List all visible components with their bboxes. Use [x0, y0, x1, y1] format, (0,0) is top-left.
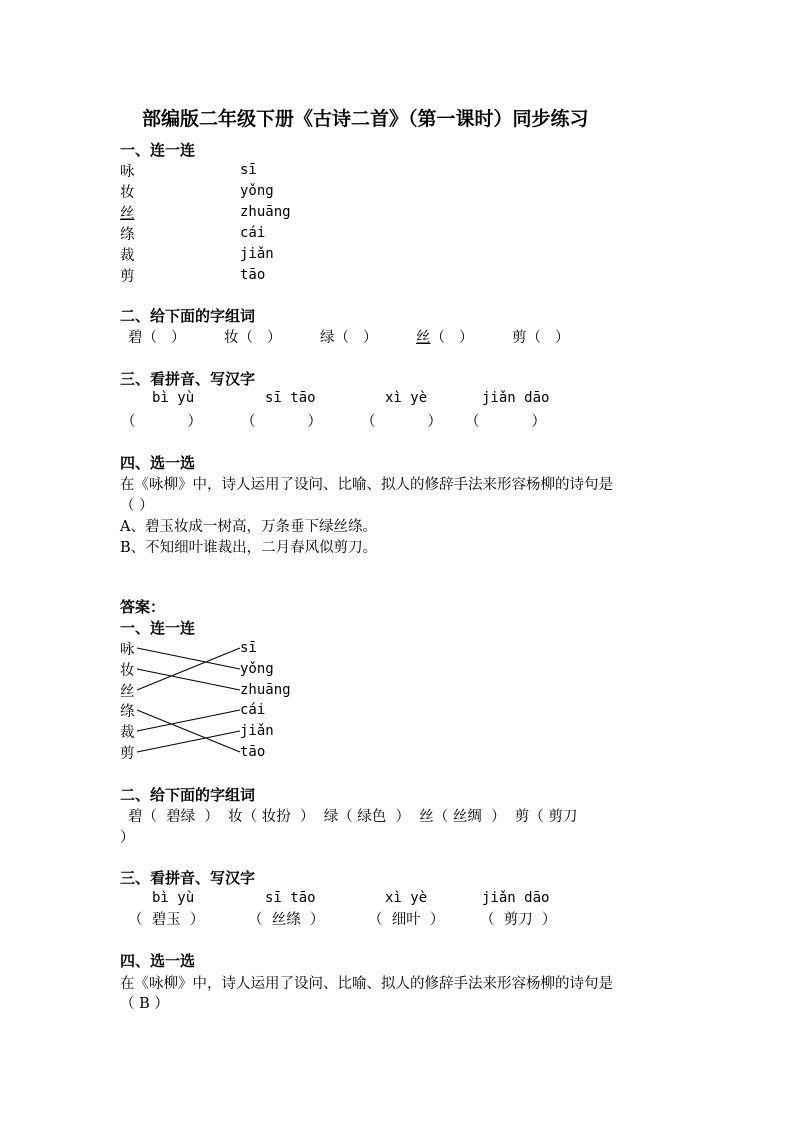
answer-write-pinyin: jiǎn dāo [482, 890, 550, 906]
word-item: 碧（ ） [128, 330, 186, 346]
word-item: 绿（ ） [320, 330, 378, 346]
write-blank: （ ） [465, 414, 546, 430]
answer-match-char: 丝 [120, 684, 135, 700]
answer-write-word: （ 细叶 ） [368, 912, 445, 928]
section-heading-words: 二、给下面的字组词 [120, 307, 256, 325]
match-char: 咏 [120, 164, 135, 180]
answer-write-pinyin: bì yù [152, 890, 195, 906]
option-a: A、碧玉妆成一树高，万条垂下绿丝绦。 [120, 519, 377, 535]
section-heading-match: 一、连一连 [120, 141, 196, 159]
choose-bracket: （ ） [120, 498, 154, 514]
match-line [137, 669, 240, 690]
match-char: 绦 [120, 227, 135, 243]
section-heading-choose: 四、选一选 [120, 454, 196, 472]
match-line [137, 710, 240, 731]
match-pinyin: tāo [240, 267, 266, 283]
answer-match-char: 咏 [120, 642, 135, 658]
answer-heading-match: 一、连一连 [120, 619, 196, 637]
answer-match-char: 剪 [120, 746, 135, 762]
match-line [137, 648, 240, 669]
answer-heading-choose: 四、选一选 [120, 952, 196, 970]
answer-match-pinyin: sī [240, 640, 257, 656]
answer-match-char: 绦 [120, 704, 135, 720]
match-pinyin: jiǎn [240, 246, 274, 262]
word-item: 剪（ ） [512, 330, 570, 346]
answer-choose-bracket: （ B ） [120, 996, 169, 1012]
match-pinyin: cái [240, 225, 266, 241]
answer-heading-words: 二、给下面的字组词 [120, 786, 256, 804]
write-blank: （ ） [361, 414, 442, 430]
write-pinyin: xì yè [385, 390, 428, 406]
answer-words-line: 碧（ 碧绿 ） 妆（ 妆扮 ） 绿（ 绿色 ） 丝（ 丝绸 ） 剪（ 剪刀 [128, 809, 578, 825]
answer-match-pinyin: jiǎn [240, 723, 274, 739]
match-line [137, 648, 240, 690]
answer-write-word: （ 丝绦 ） [248, 912, 325, 928]
answer-label: 答案： [120, 598, 166, 616]
match-char: 剪 [120, 269, 135, 285]
answer-match-char: 裁 [120, 725, 135, 741]
answer-write-pinyin: xì yè [385, 890, 428, 906]
answer-heading-write: 三、看拼音、写汉字 [120, 869, 256, 887]
answer-words-line: ） [120, 830, 135, 846]
choose-question: 在《咏柳》中，诗人运用了设问、比喻、拟人的修辞手法来形容杨柳的诗句是 [120, 477, 613, 493]
match-char: 妆 [120, 185, 135, 201]
match-char: 丝 [120, 206, 135, 222]
match-pinyin: yǒng [240, 183, 274, 199]
answer-match-pinyin: zhuāng [240, 682, 291, 698]
answer-choose-question: 在《咏柳》中，诗人运用了设问、比喻、拟人的修辞手法来形容杨柳的诗句是 [120, 976, 613, 992]
write-pinyin: bì yù [152, 390, 195, 406]
match-line [137, 710, 240, 752]
answer-write-word: （ 剪刀 ） [480, 912, 557, 928]
write-blank: （ ） [121, 414, 202, 430]
match-pinyin: sī [240, 162, 257, 178]
page-title: 部编版二年级下册《古诗二首》（第一课时）同步练习 [142, 108, 589, 130]
answer-match-pinyin: yǒng [240, 661, 274, 677]
section-heading-write: 三、看拼音、写汉字 [120, 370, 256, 388]
answer-match-pinyin: tāo [240, 744, 266, 760]
answer-write-word: （ 碧玉 ） [128, 912, 205, 928]
option-b: B、不知细叶谁裁出，二月春风似剪刀。 [120, 540, 378, 556]
match-pinyin: zhuāng [240, 204, 291, 220]
match-char: 裁 [120, 248, 135, 264]
answer-write-pinyin: sī tāo [265, 890, 316, 906]
answer-match-char: 妆 [120, 663, 135, 679]
match-line [137, 731, 240, 752]
write-pinyin: sī tāo [265, 390, 316, 406]
word-item: 丝（ ） [416, 330, 474, 346]
write-blank: （ ） [241, 414, 322, 430]
write-pinyin: jiǎn dāo [482, 390, 550, 406]
word-item: 妆（ ） [224, 330, 282, 346]
answer-match-pinyin: cái [240, 702, 266, 718]
